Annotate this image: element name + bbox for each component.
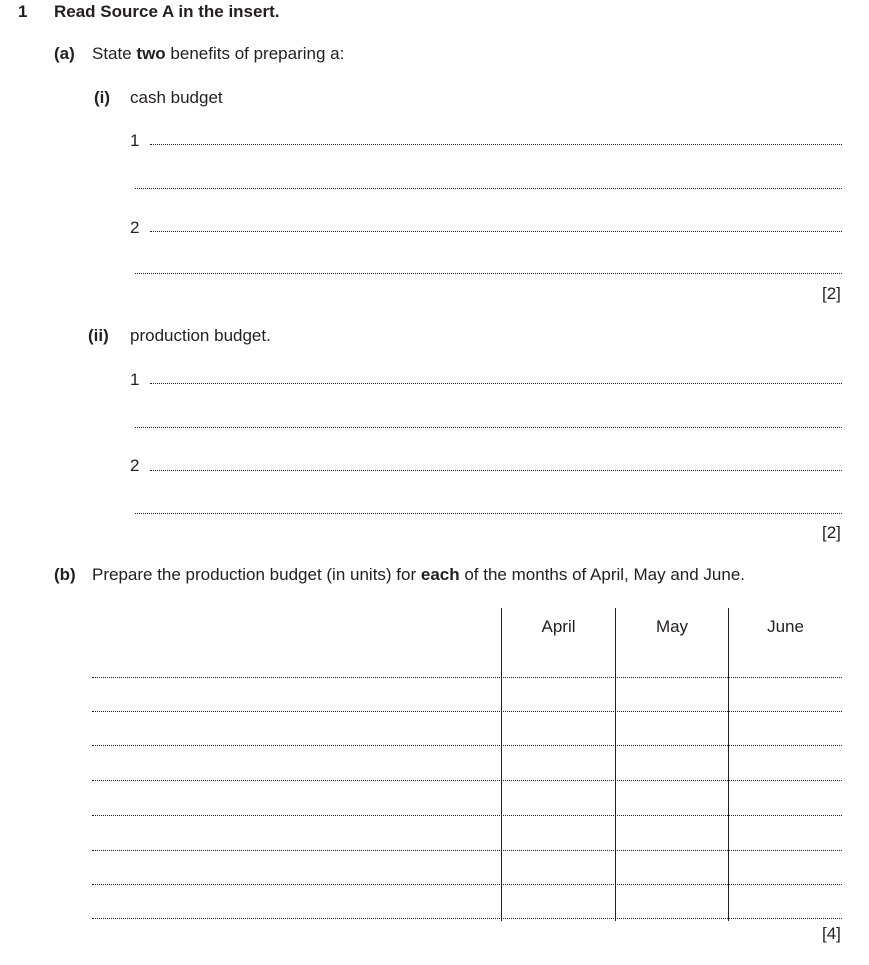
part-a-stem bbox=[92, 44, 344, 64]
part-b-stem-bold: each bbox=[420, 565, 460, 584]
part-a-label: (a) bbox=[54, 44, 75, 63]
sub-i-answer-line-4[interactable] bbox=[135, 273, 842, 274]
sub-i-text: cash budget bbox=[130, 88, 223, 107]
sub-i-answer-line-1[interactable] bbox=[150, 144, 842, 145]
table-answer-row-5[interactable] bbox=[92, 815, 842, 816]
part-a-stem-bold: two bbox=[136, 44, 166, 63]
part-b-stem-pre: Prepare the production budget (in units) for bbox=[92, 565, 421, 584]
part-b-stem-post: of the months of April, May and June. bbox=[459, 565, 746, 584]
table-answer-row-1[interactable] bbox=[92, 677, 842, 678]
sub-ii-label: (ii) bbox=[88, 326, 109, 345]
table-answer-row-8[interactable] bbox=[92, 918, 842, 919]
sub-i-marks: [2] bbox=[822, 284, 841, 303]
table-answer-row-6[interactable] bbox=[92, 850, 842, 851]
part-b-label: (b) bbox=[54, 565, 76, 584]
sub-ii-answer-line-2[interactable] bbox=[135, 427, 842, 428]
sub-i-answer-line-3[interactable] bbox=[150, 231, 842, 232]
column-header-june: June bbox=[767, 617, 804, 636]
table-answer-row-7[interactable] bbox=[92, 884, 842, 885]
table-divider-3 bbox=[728, 608, 729, 921]
sub-ii-answer-line-1[interactable] bbox=[150, 383, 842, 384]
table-answer-row-3[interactable] bbox=[92, 745, 842, 746]
sub-i-label: (i) bbox=[94, 88, 111, 107]
part-b-stem bbox=[92, 565, 745, 585]
sub-ii-answer-line-3[interactable] bbox=[150, 470, 842, 471]
column-header-may: May bbox=[655, 617, 689, 636]
column-header-april: April bbox=[541, 617, 576, 636]
sub-ii-item-1-number: 1 bbox=[130, 370, 140, 389]
sub-ii-answer-line-4[interactable] bbox=[135, 513, 842, 514]
part-b-marks: [4] bbox=[822, 924, 841, 943]
table-answer-row-2[interactable] bbox=[92, 711, 842, 712]
table-divider-2 bbox=[615, 608, 616, 921]
question-number: 1 bbox=[18, 2, 28, 21]
part-a-stem-post: benefits of preparing a: bbox=[165, 44, 345, 63]
table-divider-1 bbox=[501, 608, 502, 921]
sub-i-item-1-number: 1 bbox=[130, 131, 140, 150]
sub-i-answer-line-2[interactable] bbox=[135, 188, 842, 189]
table-answer-row-4[interactable] bbox=[92, 780, 842, 781]
sub-ii-text: production budget. bbox=[130, 326, 271, 345]
part-a-stem-pre: State bbox=[92, 44, 137, 63]
sub-i-item-2-number: 2 bbox=[130, 218, 140, 237]
question-instruction: Read Source A in the insert. bbox=[54, 2, 280, 21]
sub-ii-marks: [2] bbox=[822, 523, 841, 542]
sub-ii-item-2-number: 2 bbox=[130, 456, 140, 475]
